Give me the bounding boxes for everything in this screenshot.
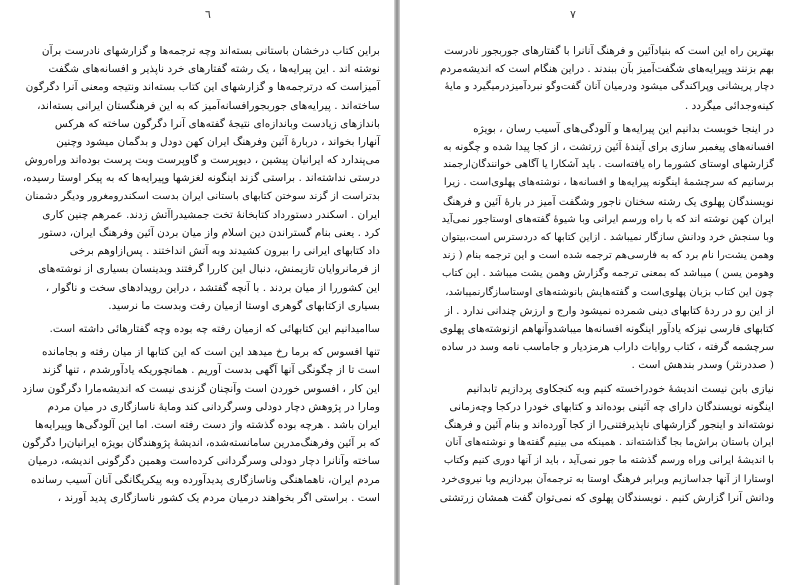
right-page bbox=[400, 0, 792, 585]
text-line: نیازی بابن نیست اندیشهٔ خودراخسته کنیم وبه کنجکاوی پردازیم تابدانیم bbox=[466, 382, 774, 395]
text-line: بدتراست از گزند سوختن کتابهای باستانی ایران بدست اسکندرومغرور ودیگر دشمنان bbox=[25, 190, 380, 202]
text-line: می‌پندارد که ایرانیان پیشین ، دیوپرست و گاوپرست وبت پرست بوده‌اند وراه‌روش bbox=[24, 154, 380, 167]
text-line: افسانه‌های پیغمبر سازی برای آیندهٔ آئین زرتشت ، از کجا پیدا شده و چگونه به bbox=[443, 141, 774, 154]
text-line: است . براستی اگر بخواهند درمیان مردم یک کشور ناسازگاری پدید آورند ، bbox=[57, 491, 380, 504]
text-line: وهمن یشت‌را نام برد که به فارسی‌هم ترجمه شده است و این ترجمه بنام ( زند bbox=[442, 250, 774, 262]
text-line: ایران باستان براش‌ما بجا گذاشته‌اند . همینکه می بینیم گفته‌ها و نوشته‌های آنان bbox=[445, 437, 774, 449]
text-line: وبا سنجش خرد ودانش سازگار نمیباشد . ازاین کتابها که دردسترس است،بیتوان bbox=[441, 232, 774, 244]
text-line: مردم ایران، ناهماهنگی وناسازگاری پدیدآورده وبه پیکریگانگی آنان آسیب رسانده bbox=[30, 473, 380, 486]
text-line: با اندیشهٔ ایرانی وراه ورسم گذشته ما جور نمی‌آید ، باید از آنها دوری کنیم وکتاب bbox=[443, 455, 774, 467]
text-line: براین کتاب درخشان باستانی بسته‌اند وچه ترجمه‌ها و گزارشهای نادرست برآن bbox=[41, 45, 380, 57]
page-body bbox=[440, 42, 774, 507]
text-line: اینگونه نویسندگان دارای چه آئینی بوده‌اند و کتابهای خودرا درکجا وچه‌زمانی bbox=[449, 400, 774, 413]
text-line: ایران . اسکندر دستورداد کتابخانهٔ تخت جمشیدراآتش زدند. عمرهم چنین کاری bbox=[42, 208, 380, 221]
text-line: درستی نداشته‌اند . براستی گزند اینگونه لغزشها وپیرایه‌ها که به پیکر اوستا رسیده، bbox=[22, 172, 380, 185]
text-line: برسانیم که سرچشمهٔ اینگونه پیرایه‌ها و افسانه‌ها ، نوشته‌های پهلوی‌است . زیرا bbox=[443, 177, 774, 189]
text-line: ومارا در پژوهش دچار دودلی وسرگردانی کند ومایهٔ ناسازگاری در میان مردم bbox=[47, 400, 380, 413]
paragraph bbox=[22, 320, 380, 338]
text-line: کتابهای فارسی نیزکه یادآور اینگونه افسانه‌ها میباشدوآنهاهم ازنوشته‌های پهلوی bbox=[439, 323, 774, 336]
text-line: کینه‌وجدائی میگردد . bbox=[684, 99, 774, 112]
text-line: که بر آئین وفرهنگ‌مدرین سامانسته‌شده، اندیشهٔ پژوهندگان بویژه‌ ایرانیان‌را دگرگون bbox=[22, 437, 380, 450]
text-line: نوشته اند . این پیرایه‌ها ، یک رشته گفتارهای خرد ناپذیر و افسانه‌های شگفت bbox=[48, 63, 380, 76]
text-line: کرد . یعنی بنام گستراندن دین اسلام واز میان بردن آئین وفرهنگ ایران، دستور bbox=[38, 227, 380, 240]
paragraph bbox=[22, 42, 380, 315]
text-line: ( صددرنثر) وسدر بندهش است . bbox=[631, 359, 774, 372]
text-line: بهترین راه این است که بنیادآئین و فرهنگ آنانرا با گفتارهای جوربجور نادرست bbox=[444, 45, 774, 57]
text-line: تنها افسوس که برما رخ میدهد این است که این کتابها از میان رفته و بجامانده bbox=[41, 346, 380, 359]
text-line: چون این کتاب بزبان پهلوی‌است و گفته‌هایش بانوشته‌های اوستاسازگارنمیباشد، bbox=[445, 286, 774, 298]
text-line: از این رو در ردهٔ کتابهای دینی شمرده نمیشود وارج و ارزش چندانی ندارد . از bbox=[444, 304, 774, 317]
text-line: دچار پریشانی وپراکندگی میشود ودرمیان آنان گفت‌وگو نبردآمیزدرمیگیرد و مایهٔ bbox=[444, 81, 774, 93]
text-line: در اینجا خوبست بدانیم این پیرایه‌ها و آلودگی‌های آسیب رسان ، بویژه bbox=[473, 122, 774, 135]
text-line: ودانش آنرا گزارش کنیم . نویسندگان پهلوی که نمی‌توان گفت همشان زرتشتی bbox=[439, 491, 774, 504]
page-number: ٦ bbox=[205, 8, 211, 21]
paragraph bbox=[22, 343, 380, 507]
text-line: نویسندگان پهلوی یک رشته سخنان ناجور وشگفت آمیز در بارهٔ آئین و فرهنگ bbox=[442, 195, 774, 208]
paragraph bbox=[440, 380, 774, 507]
text-line: ساخته وآنانرا دچار دودلی وسرگردانی کرده‌است وهمین دگرگونی اندیشه، درمیان bbox=[27, 455, 380, 468]
text-line: بسیاری ازکتابهای گوهری اوستا ازمیان رفت وبدست ما نرسید. bbox=[108, 299, 380, 312]
text-line: گزارشهای اوستای کشورما راه یافته‌است . باید آشکارا یا آگاهی خوانندگان‌ارجمند bbox=[443, 159, 774, 171]
text-line: داد کتابهای ایرانی را بیرون کشیدند وبه آتش انداختند . پس‌ازاوهم برخی bbox=[69, 245, 380, 258]
left-page bbox=[0, 0, 394, 585]
text-line: باندازهای زیادست وباندازه‌ای نتیجهٔ گفته‌های آنرا دگرگون ساخته که هرکس bbox=[54, 117, 380, 130]
text-line: از فرمانروایان تازیمنش، دنبال این کاررا گرفتند وبدینسان بسیاری از نوشته‌های bbox=[38, 263, 380, 276]
text-line: وهومن یسن ) میباشد که بمعنی ترجمه وگزارش وهمن یشت‌ میباشد . این کتاب bbox=[441, 268, 774, 280]
text-line: آمیزاست که درترجمه‌ها و گزارشهای این کتاب بسته‌اند ونتیجه ومعنی آنرا دگرگون bbox=[25, 81, 380, 94]
page-body bbox=[22, 42, 380, 507]
text-line: آنهارا بخواند ، دربارهٔ آئین وفرهنگ ایران کهن دودل و بدگمان میشود وچنین bbox=[56, 136, 380, 149]
page-number: ٧ bbox=[570, 8, 576, 21]
text-line: سرچشمه گرفته ، کتاب روایات داراب هرمزدیار و جاماسب نامه وسد در ساده bbox=[441, 341, 774, 354]
text-line: بهم بزنند وپیرایه‌های شگفت‌آمیز بآن ببندند . دراین هنگام است که اندیشه‌مردم bbox=[439, 63, 774, 76]
paragraph bbox=[440, 120, 774, 375]
text-line: ایران کهن نوشته اند که با راه ورسم ایرانی وبا شیوهٔ گفته‌های اوستاجور نمی‌آید bbox=[441, 213, 774, 225]
text-line: ایران باشد . هرچه بوده گذشته واز دست رفته است. اما این آلودگی‌ها وپیرایه‌ها bbox=[34, 419, 380, 432]
text-line: نوشته‌اند و اینجور گزارشهای ناپذیرفتنی‌را از کجا آورده‌اند و بنام آئین و فرهنگ bbox=[444, 419, 774, 432]
text-line: این کار ، افسوس خوردن است وآنچنان گزندی نیست که اندیشه‌مارا دگرگون سازد bbox=[22, 382, 380, 395]
text-line: ساخته‌اند . پیرایه‌های جوربجورافسانه‌آمیز که به این فرهنگستان ایرانی بسته‌اند، bbox=[37, 99, 380, 112]
text-line: ساامیدانیم این کتابهائی که ازمیان رفته چه بوده وچه گفتارهائی داشته است. bbox=[49, 323, 380, 336]
text-line: اوستارا از آنها جداسازیم وبرابر فرهنگ اوستا به ترجمه‌آن بپردازیم وبا نیروی‌خرد bbox=[441, 473, 774, 485]
text-line: این کشوررا از میان بردند . با آنچه گفتشد ، دراین رویدادهای سخت و ناگوار ، bbox=[45, 281, 380, 294]
paragraph bbox=[440, 42, 774, 115]
text-line: است تا از چگونگی آنها آگهی بدست آوریم . همانچوریکه یادآورشدم ، تنها گزند bbox=[42, 364, 380, 377]
